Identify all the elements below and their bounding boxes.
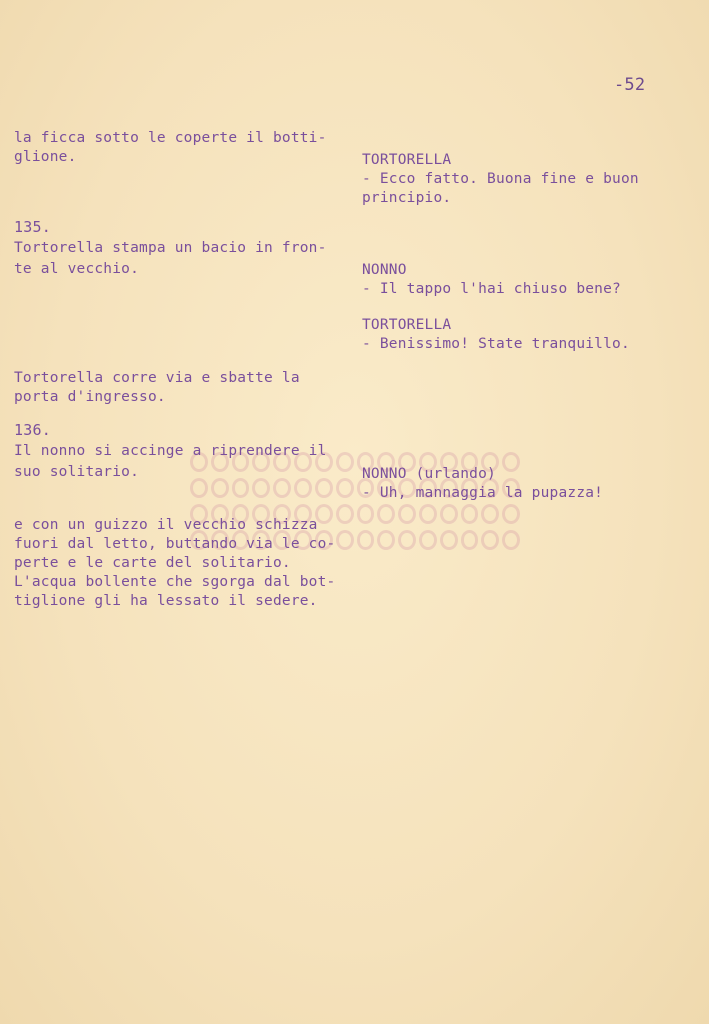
scene-135 xyxy=(14,218,327,279)
dialogue-line: - Benissimo! State tranquillo. xyxy=(362,336,630,352)
scene-action: Tortorella stampa un bacio in fron- te al vecchio. xyxy=(14,240,327,277)
speaker-name: NONNO xyxy=(362,262,407,278)
speaker-name: TORTORELLA xyxy=(362,152,452,168)
scene-action: Il nonno si accinge a riprendere il suo solitario. xyxy=(14,443,327,480)
speaker-name: TORTORELLA xyxy=(362,317,452,333)
action-block-guizzo: e con un guizzo il vecchio schizza fuori dal letto, buttando via le co- perte e le carte del solitario. L'acqua bollente che sgorga dal bot- tiglione gli ha lessato il sedere. xyxy=(14,517,336,609)
dialogue-nonno-1 xyxy=(362,261,621,299)
speaker-name: NONNO (urlando) xyxy=(362,466,496,482)
dialogue-tortorella-1 xyxy=(362,151,639,208)
scene-136 xyxy=(14,421,327,482)
dialogue-line: - Uh, mannaggia la pupazza! xyxy=(362,485,604,501)
scene-number: 136. xyxy=(14,421,51,439)
dialogue-line: - Il tappo l'hai chiuso bene? xyxy=(362,281,621,297)
scene-number: 135. xyxy=(14,218,51,236)
dialogue-line: - Ecco fatto. Buona fine e buon principio. xyxy=(362,171,639,206)
page-number: -52 xyxy=(614,75,646,95)
action-block-bottiglione: la ficca sotto le coperte il botti- glione. xyxy=(14,130,327,165)
dialogue-nonno-2 xyxy=(362,465,603,503)
dialogue-tortorella-2 xyxy=(362,316,630,354)
action-block-corre-via: Tortorella corre via e sbatte la porta d'ingresso. xyxy=(14,370,300,405)
